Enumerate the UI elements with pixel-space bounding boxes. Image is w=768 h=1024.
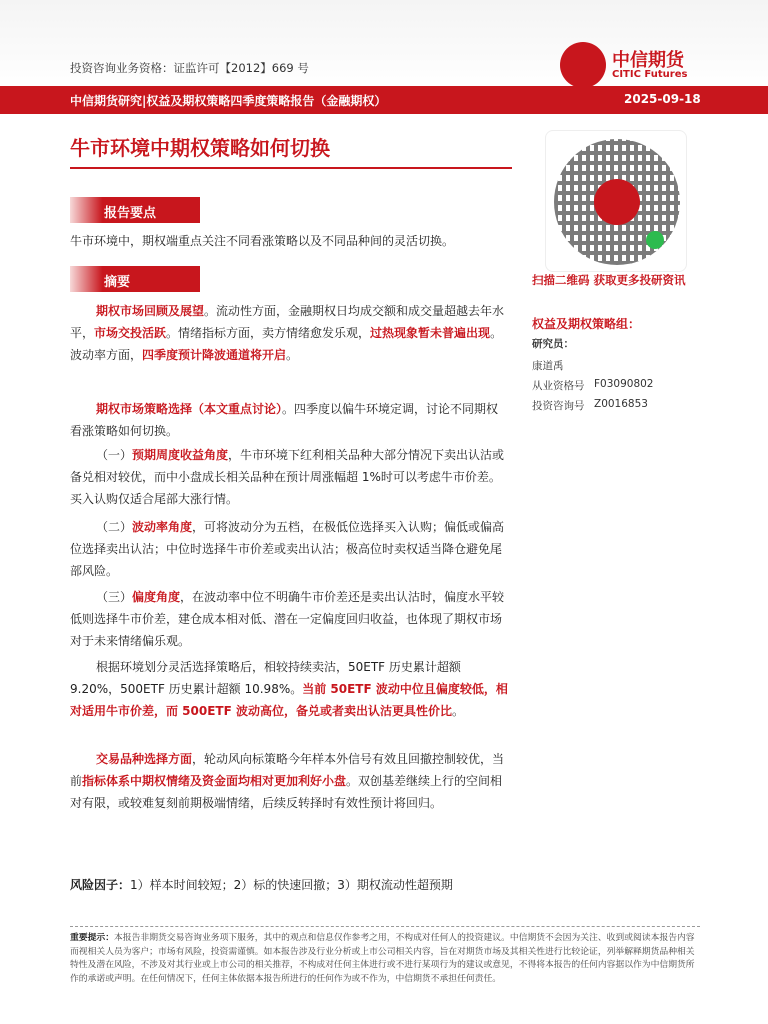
- text-span: 。双创基差继续上行的空间相对有限，或较难复刻前期极端情绪，后续反转择时有效性预计将回归。: [70, 774, 503, 810]
- abstract-paragraph-4: [70, 516, 510, 582]
- disclaimer-label: 重要提示：: [70, 933, 114, 943]
- abstract-paragraph-1: [70, 300, 510, 366]
- abstract-label: 摘要: [104, 275, 131, 290]
- text-span: ，牛市环境下红利相关品种大部分情况下卖出认沽或备兑相对较优，而中小盘成长相关品种在预计周涨幅超 1%时可以考虑牛市价差。买入认购仅适合尾部大涨行情。: [70, 448, 505, 506]
- highlight-span: 交易品种选择方面: [96, 752, 193, 766]
- highlight-span: 当前 50ETF 波动中位且偏度较低，相对适用牛市价差，而 500ETF 波动高位，备兑或者卖出认沽更具性价比: [70, 682, 508, 718]
- report-date: 2025-09-18: [624, 92, 701, 106]
- text-span: 。四季度以偏牛环境定调，讨论不同期权看涨策略如何切换。: [70, 402, 499, 438]
- footer-divider: [70, 926, 700, 927]
- consult-row: [532, 398, 648, 413]
- strategy-heading: 期权市场策略选择（本文重点讨论）: [96, 402, 283, 416]
- abstract-paragraph-2: [70, 398, 510, 442]
- risk-text: 1）样本时间较短；2）标的快速回撤；3）期权流动性超预期: [130, 878, 453, 892]
- text-span: 。流动性方面，金融期权日均成交额和成交量超越去年水平，: [70, 304, 505, 340]
- title-divider: [70, 167, 512, 169]
- text-span: 。: [286, 348, 299, 362]
- license-text: 投资咨询业务资格：证监许可【2012】669 号: [70, 61, 309, 75]
- highlight-span: 波动率角度: [132, 520, 193, 534]
- text-span: 根据环境划分灵活选择策略后，相较持续卖沽，50ETF 历史累计超额 9.20%，500ETF 历史累计超额 10.98%。: [70, 660, 461, 696]
- key-points-label: 报告要点: [104, 206, 157, 221]
- risk-label: 风险因子：: [70, 878, 131, 892]
- highlight-span: 偏度角度: [132, 590, 181, 604]
- key-points-text: 牛市环境中，期权端重点关注不同看涨策略以及不同品种间的灵活切换。: [70, 234, 455, 248]
- abstract-paragraph-7: [70, 748, 510, 814]
- text-span: ，在波动率中位不明确牛市价差还是卖出认沽时，偏度水平较低则选择牛市价差，建仓成本相对低、潜在一定偏度回归收益，也体现了期权市场对于未来情绪偏乐观。: [70, 590, 505, 648]
- text-span: 。: [452, 704, 465, 718]
- market-review-heading: 期权市场回顾及展望: [96, 304, 205, 318]
- text-span: ，轮动风向标策略今年样本外信号有效且回撤控制较优，当前: [70, 752, 505, 788]
- text-span: 。情绪指标方面，卖方情绪愈发乐观，: [166, 326, 371, 340]
- text-span: 。波动率方面，: [70, 326, 503, 362]
- cert-label: 从业资格号: [532, 380, 585, 392]
- abstract-paragraph-5: [70, 586, 510, 652]
- highlight-span: 四季度预计降波通道将开启: [142, 348, 287, 362]
- consult-value: Z0016853: [594, 398, 648, 410]
- highlight-span: 过热现象暂未普遍出现: [370, 326, 491, 340]
- researcher-name: 康道禹: [532, 360, 564, 372]
- cert-value: F03090802: [594, 378, 654, 390]
- citic-logo-icon: [560, 42, 606, 88]
- consult-label: 投资咨询号: [532, 400, 585, 412]
- qr-code[interactable]: [545, 130, 687, 272]
- abstract-paragraph-3: [70, 444, 510, 510]
- cert-row: [532, 378, 654, 393]
- abstract-paragraph-6: [70, 656, 510, 722]
- risk-factors: [70, 874, 510, 896]
- tag-bar: [70, 266, 200, 292]
- text-span: （一）: [96, 448, 133, 462]
- logo-name-en: CITIC Futures: [612, 69, 688, 80]
- abstract-tag: [70, 266, 200, 292]
- researcher-label: 研究员：: [532, 338, 574, 350]
- report-banner: [0, 86, 768, 114]
- citic-futures-logo: [560, 42, 720, 92]
- qr-logo-icon: [594, 179, 640, 225]
- highlight-span: 预期周度收益角度: [132, 448, 229, 462]
- qr-caption: 扫描二维码 获取更多投研资讯: [532, 273, 686, 287]
- disclaimer-text: 本报告非期货交易咨询业务项下服务，其中的观点和信息仅作参考之用，不构成对任何人的投资建议。中信期货不会因为关注、收到或阅读本报告内容而视相关人员为客户；市场有风险，投资需谨慎。如本报告涉及行业分析或上市公司相关内容，旨在对期货市场及其相关性进行比较论证，列举解释期货品种相关特性及潜在风险，不涉及对其行业或上市公司的相关推荐，不构成对任何主体进行或不进行某项行为的建议或意见，不得将本报告的任何内容据以作为中信期货所作的承诺或声明。在任何情况下，任何主体依据本报告所进行的任何作为或不作为，中信期货不承担任何责任。: [70, 933, 695, 984]
- text-span: （二）: [96, 520, 133, 534]
- banner-text: 中信期货研究|权益及期权策略四季度策略报告（金融期权）: [70, 94, 387, 108]
- team-title: 权益及期权策略组：: [532, 317, 641, 331]
- miniprogram-icon: [646, 231, 664, 249]
- text-span: ，可将波动分为五档，在极低位选择买入认购；偏低或偏高位选择卖出认沽；中位时选择牛市价差或卖出认沽；极高位时卖权适当降仓避免尾部风险。: [70, 520, 505, 578]
- disclaimer: [70, 932, 700, 986]
- report-title: 牛市环境中期权策略如何切换: [70, 136, 330, 160]
- logo-name-cn: 中信期货: [612, 50, 684, 71]
- text-span: （三）: [96, 590, 133, 604]
- highlight-span: 指标体系中期权情绪及资金面均相对更加利好小盘: [82, 774, 347, 788]
- key-points-tag: [70, 197, 200, 223]
- highlight-span: 市场交投活跃: [94, 326, 167, 340]
